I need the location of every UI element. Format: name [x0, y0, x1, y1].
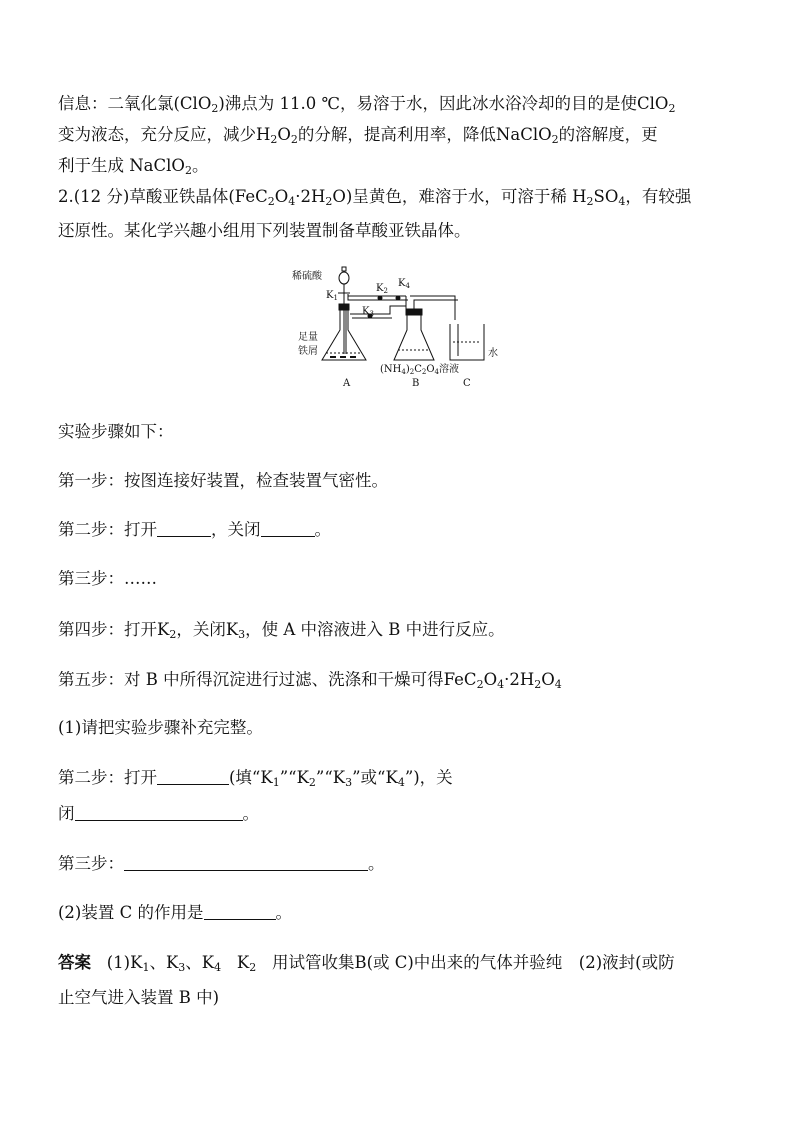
info-line-1: 信息：二氧化氯(ClO$_2$)沸点为 11.0 ℃，易溶于水，因此冰水浴冷却的目的是使ClO$_2$ [58, 94, 676, 115]
answer-line-2: 止空气进入装置 B 中) [58, 988, 220, 1007]
label-b: B [412, 378, 420, 389]
info-line-2: 变为液态，充分反应，减少$H_2O_2$的分解，提高利用率，降低NaClO$_2$的溶解度，更 [58, 125, 658, 146]
label-water: 水 [488, 348, 498, 359]
label-k2: $K_2$ [376, 283, 388, 295]
step-5: 第五步：对 B 中所得沉淀进行过滤、洗涤和干燥可得$FeC_2O_4\cdot 2H_2O_4$ [58, 670, 562, 691]
valve-k2 [378, 296, 383, 301]
label-acid: 稀硫酸 [292, 271, 322, 282]
label-solution: $(NH_4)_2C_2O_4$溶液 [380, 364, 460, 376]
info-line-3: 利于生成 NaClO$_2$。 [58, 156, 209, 177]
flask-b [394, 309, 434, 360]
step-4: 第四步：打开$K_2$，关闭$K_3$，使 A 中溶液进入 B 中进行反应。 [58, 620, 505, 641]
answer-line-1: 答案 $(1)K_1$、$K_3$、$K_4$ $K_2$ 用试管收集B(或 C)中出来的气体并验纯 (2)液封(或防 [58, 953, 675, 974]
answer-label: 答案 [58, 953, 91, 972]
steps-intro: 实验步骤如下： [58, 422, 174, 441]
label-k3: $K_3$ [362, 306, 374, 318]
step-1: 第一步：按图连接好装置，检查装置气密性。 [58, 471, 388, 490]
step-3: 第三步：…… [58, 569, 157, 588]
question-part-2: (2)装置 C 的作用是 。 [58, 903, 292, 922]
apparatus-diagram [290, 264, 500, 392]
question-2-line-2: 还原性。某化学兴趣小组用下列装置制备草酸亚铁晶体。 [58, 221, 471, 240]
label-iron-2: 铁屑 [298, 346, 318, 357]
label-a: A [343, 378, 351, 389]
label-c: C [463, 378, 471, 389]
question-2-line-1: 2.(12 分)草酸亚铁晶体$(FeC_2O_4\cdot 2H_2O)$呈黄色，难溶于水，可溶于稀 $H_2SO_4$，有较强 [58, 187, 692, 208]
valve-k4 [396, 296, 401, 301]
beaker-c [450, 324, 484, 360]
question-part-1-step-2: 第二步：打开 (填“$K_1”“K_2”“K_3$”或“$K_4$”)，关 [58, 768, 453, 789]
question-part-1-step-2-cont: 闭 。 [58, 804, 259, 823]
step-2: 第二步：打开 ，关闭 。 [58, 520, 331, 539]
flask-a [322, 300, 366, 360]
question-part-1-step-3: 第三步： 。 [58, 854, 385, 873]
question-part-1: (1)请把实验步骤补充完整。 [58, 718, 263, 737]
label-k4: $K_4$ [398, 278, 410, 290]
label-k1: $K_1$ [326, 290, 338, 302]
label-iron-1: 足量 [298, 332, 318, 343]
